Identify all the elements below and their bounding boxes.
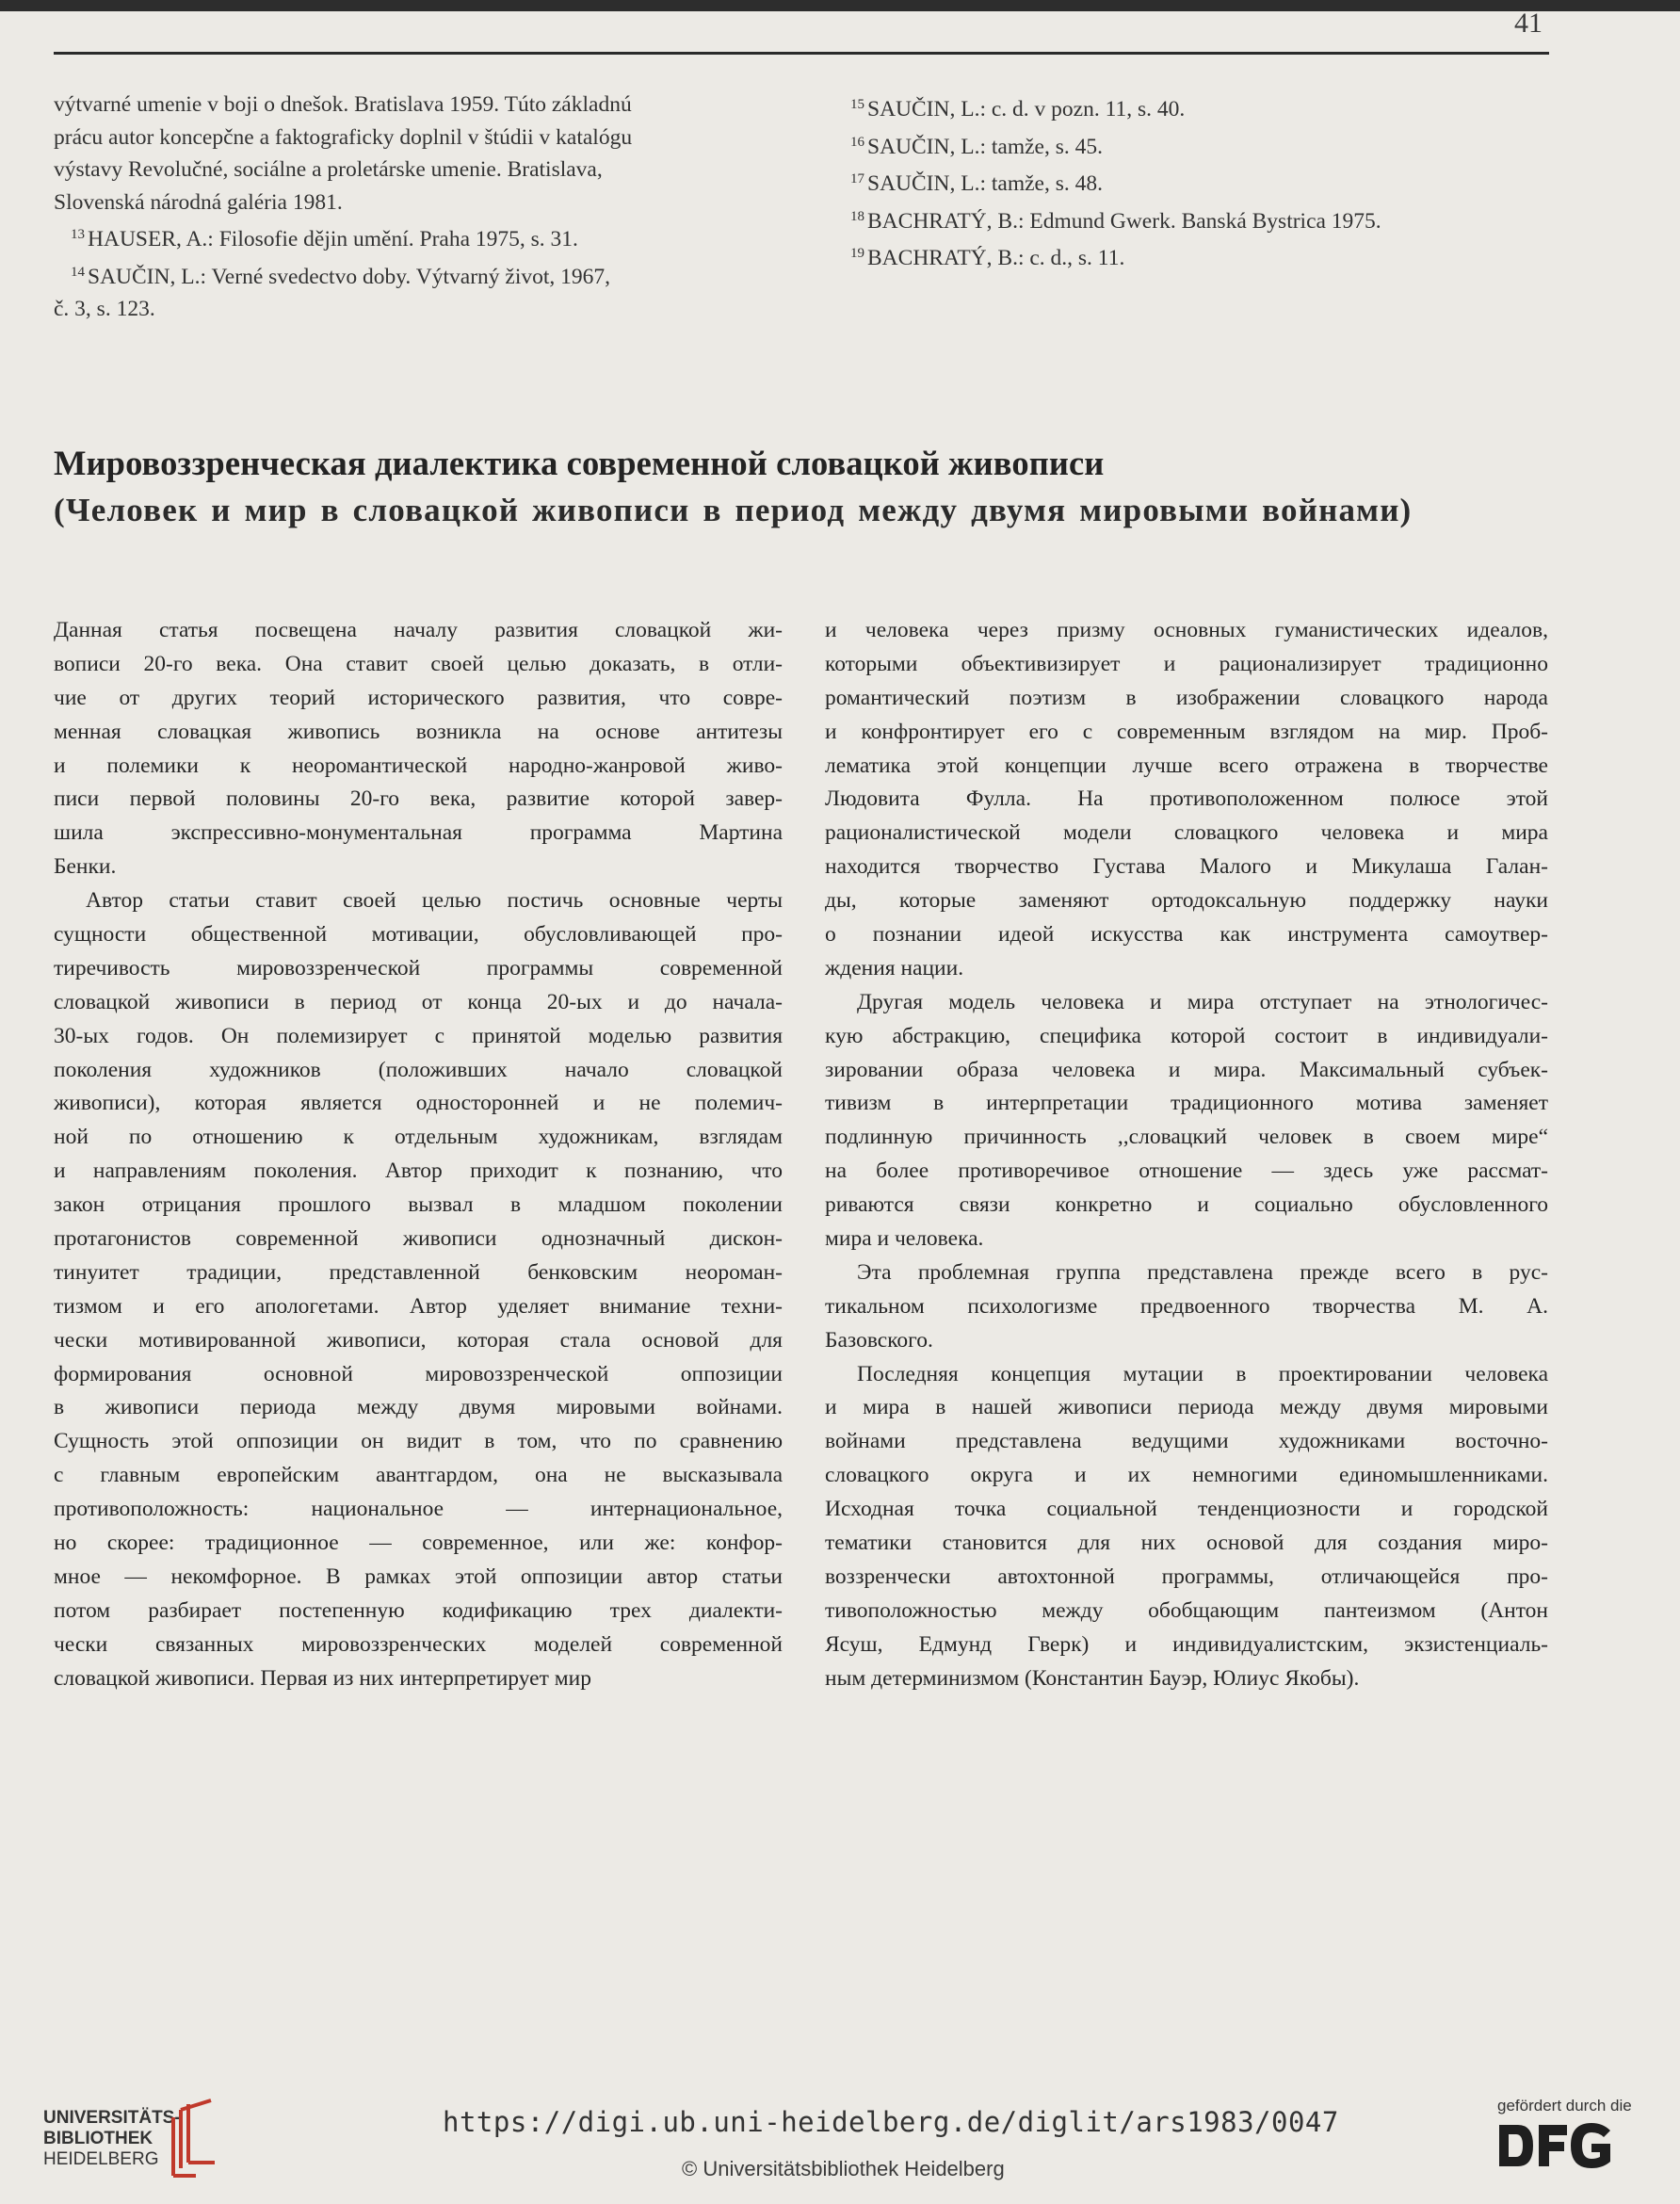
body-text-line: находится творчество Густава Малого и Микулаша Галан- (825, 854, 1548, 880)
scan-top-edge (0, 0, 1680, 11)
footnote-19 (850, 237, 1547, 275)
footnotes-right (850, 89, 1547, 275)
footnote-text: SAUČIN, L.: tamže, s. 48. (867, 171, 1103, 196)
body-text-line: словацкой живописи. Первая из них интерпретирует мир (54, 1665, 591, 1691)
footnote-number: 13 (71, 227, 85, 242)
body-text-line: Исходная точка социальной тенденциозности и городской (825, 1497, 1548, 1522)
body-text-line: словацкой живописи в период от конца 20-ых и до начала- (54, 989, 783, 1014)
body-text-line: которыми объективизирует и рационализирует традиционно (825, 651, 1548, 676)
footer-url-link[interactable]: https://digi.ub.uni-heidelberg.de/diglit/ars1983/0047 (443, 2106, 1339, 2138)
footnote-15 (850, 89, 1547, 126)
body-text-line: зировании образа человека и мира. Максимальный субъек- (825, 1057, 1548, 1082)
footnote-17 (850, 163, 1547, 201)
body-text-line: тивоположностью между обобщающим пантеизмом (Антон (825, 1597, 1548, 1623)
body-text-line: Данная статья посвещена началу развития словацкой жи- (54, 618, 783, 642)
body-text-line: ным детерминизмом (Константин Бауэр, Юлиус Якобы). (825, 1665, 1360, 1691)
footnote-number: 17 (850, 171, 864, 186)
footnote-continuation-line: výstavy Revolučné, sociálne a proletárske umenie. Bratislava, (54, 157, 603, 182)
footer-copyright: © Universitätsbibliothek Heidelberg (682, 2157, 1005, 2180)
body-text-line: и человека через призму основных гуманистических идеалов, (825, 618, 1548, 642)
body-text-line: и полемики к неоромантической народно-жанровой живо- (54, 753, 783, 778)
dfg-logo-icon (1494, 2117, 1616, 2174)
body-text-line: Базовского. (825, 1327, 933, 1353)
body-text-line: тивизм в интерпретации традиционного мотива заменяет (825, 1091, 1548, 1116)
body-text-line: тикальном психологизме предвоенного творчества М. А. (825, 1293, 1548, 1319)
body-text-line: на более противоречивое отношение — здесь уже рассмат- (825, 1159, 1548, 1184)
library-logo-line: HEIDELBERG (43, 2149, 159, 2169)
footnote-text: HAUSER, A.: Filosofie dějin umění. Praha 1975, s. 31. (88, 227, 578, 251)
body-text-line: Автор статьи ставит своей целью постичь основные черты (86, 888, 783, 914)
body-text-line: закон отрицания прошлого вызвал в младшом поколении (54, 1192, 783, 1218)
article-title: Мировоззренческая диалектика современной словацкой живописи (54, 444, 1105, 482)
body-text-line: противоположность: национальное — интернациональное, (54, 1497, 783, 1522)
body-text-line: живописи), которая является односторонней и не полемич- (54, 1091, 783, 1116)
body-text-line: шила экспрессивно-монументальная программа Мартина (54, 820, 783, 846)
library-logo-icon (170, 2097, 218, 2180)
body-text-line: тематики становится для них основой для создания миро- (825, 1531, 1548, 1556)
funding-note: gefördert durch die (1497, 2097, 1632, 2115)
footnote-14 (54, 256, 786, 294)
body-text-line: и конфронтирует его с современным взглядом на мир. Проб- (825, 719, 1548, 744)
body-text-line: поколения художников (положивших начало словацкой (54, 1057, 783, 1082)
body-text-line: словацкого округа и их немногими единомышленниками. (825, 1463, 1548, 1488)
footnote-continuation-line: výtvarné umenie v boji o dnešok. Bratislava 1959. Túto základnú (54, 92, 632, 117)
footnote-text: BACHRATÝ, B.: Edmund Gwerk. Banská Bystrica 1975. (867, 208, 1381, 234)
page-number: 41 (1514, 8, 1543, 39)
body-text-line: войнами представлена ведущими художниками восточно- (825, 1429, 1548, 1454)
body-text-line: сущности общественной мотивации, обусловливающей про- (54, 922, 783, 948)
footnotes-left (54, 89, 786, 326)
body-text-line: воззренчески автохтонной программы, отличающейся про- (825, 1564, 1548, 1589)
footnote-18 (850, 201, 1547, 238)
body-text-line: Сущность этой оппозиции он видит в том, что по сравнению (54, 1429, 783, 1454)
body-text-line: чие от других теорий исторического развития, что совре- (54, 685, 783, 710)
article-subtitle: (Человек и мир в словацкой живописи в период между двумя мировыми войнами) (54, 492, 1413, 528)
body-text-line: вописи 20-го века. Она ставит своей целью доказать, в отли- (54, 651, 783, 676)
body-text-line: тиречивость мировоззренческой программы современной (54, 955, 783, 980)
footnote-number: 18 (850, 208, 864, 224)
body-text-line: тинуитет традиции, представленной бенковским неороман- (54, 1259, 783, 1285)
body-text-line: кую абстракцию, специфика которой состоит в индивидуали- (825, 1023, 1548, 1048)
footnote-number: 14 (71, 264, 85, 280)
body-text-line: потом разбирает постепенную кодификацию трех диалекти- (54, 1597, 783, 1623)
library-logo-line: BIBLIOTHEK (43, 2129, 153, 2148)
footnote-number: 16 (850, 134, 864, 150)
body-text-line: мное — некомфорное. В рамках этой оппозиции автор статьи (54, 1564, 783, 1589)
body-text-line: и направлениям поколения. Автор приходит к познанию, что (54, 1159, 783, 1184)
footnote-text: SAUČIN, L.: c. d. v pozn. 11, s. 40. (867, 97, 1186, 122)
footnote-continuation-line: prácu autor koncepčne a faktograficky doplnil v štúdii v katalógu (54, 124, 633, 150)
footnote-number: 15 (850, 97, 864, 112)
body-text-line: лематика этой концепции лучше всего отражена в творчестве (825, 753, 1548, 778)
library-logo-text (43, 2108, 181, 2170)
body-text-line: романтический поэтизм в изображении словацкого народа (825, 685, 1548, 710)
body-text-line: ной по отношению к отдельным художникам, взглядам (54, 1125, 783, 1150)
footnote-text: BACHRATÝ, B.: c. d., s. 11. (867, 246, 1125, 270)
body-text-line: и мира в нашей живописи периода между двумя мировыми (825, 1395, 1548, 1420)
body-text-line: протагонистов современной живописи однозначный дискон- (54, 1226, 783, 1252)
footnote-text: SAUČIN, L.: tamže, s. 45. (867, 134, 1103, 159)
body-text-line: ждения нации. (825, 955, 964, 980)
body-text-line: Последняя концепция мутации в проектировании человека (857, 1361, 1548, 1386)
footnote-number: 19 (850, 246, 864, 261)
footnote-continuation-line: č. 3, s. 123. (54, 297, 155, 321)
header-rule (54, 52, 1549, 55)
body-text-line: чески мотивированной живописи, которая стала основой для (54, 1327, 783, 1353)
article-column-left (54, 614, 783, 1696)
body-text-line: в живописи периода между двумя мировыми войнами. (54, 1395, 783, 1420)
body-text-line: о познании идеой искусства как инструмента самоутвер- (825, 922, 1548, 948)
body-text-line: подлинную причинность ,,словацкий человек в своем мире“ (825, 1125, 1548, 1150)
footnote-13 (54, 219, 786, 256)
body-text-line: ды, которые заменяют ортодоксальную поддержку науки (825, 888, 1548, 914)
body-text-line: 30-ых годов. Он полемизирует с принятой моделью развития (54, 1023, 783, 1048)
footnote-16 (850, 126, 1547, 164)
library-logo-line: UNIVERSITÄTS- (43, 2108, 181, 2128)
body-text-line: Людовита Фулла. На противоположенном полюсе этой (825, 786, 1548, 812)
article-column-right (825, 614, 1548, 1696)
body-text-line: Эта проблемная группа представлена прежде всего в рус- (857, 1259, 1548, 1285)
footnote-continuation-line: Slovenská národná galéria 1981. (54, 189, 343, 215)
body-text-line: чески связанных мировоззренческих моделей современной (54, 1631, 783, 1657)
body-text-line: рационалистической модели словацкого человека и мира (825, 820, 1548, 846)
body-text-line: Ясуш, Едмунд Гверк) и индивидуалистским, экзистенциаль- (825, 1631, 1548, 1657)
body-text-line: формирования основной мировоззренческой оппозиции (54, 1361, 783, 1386)
footnote-text: SAUČIN, L.: Verné svedectvo doby. Výtvarný život, 1967, (88, 264, 611, 289)
body-text-line: Бенки. (54, 854, 117, 880)
body-text-line: мира и человека. (825, 1226, 984, 1252)
body-text-line: менная словацкая живопись возникла на основе антитезы (54, 719, 783, 744)
body-text-line: риваются связи конкретно и социально обусловленного (825, 1192, 1548, 1218)
body-text-line: тизмом и его апологетами. Автор уделяет внимание техни- (54, 1293, 783, 1319)
body-text-line: но скорее: традиционное — современное, или же: конфор- (54, 1531, 783, 1556)
body-text-line: Другая модель человека и мира отступает на этнологичес- (857, 989, 1548, 1014)
body-text-line: с главным европейским авантгардом, она не высказывала (54, 1463, 783, 1488)
body-text-line: писи первой половины 20-го века, развитие которой завер- (54, 786, 783, 812)
